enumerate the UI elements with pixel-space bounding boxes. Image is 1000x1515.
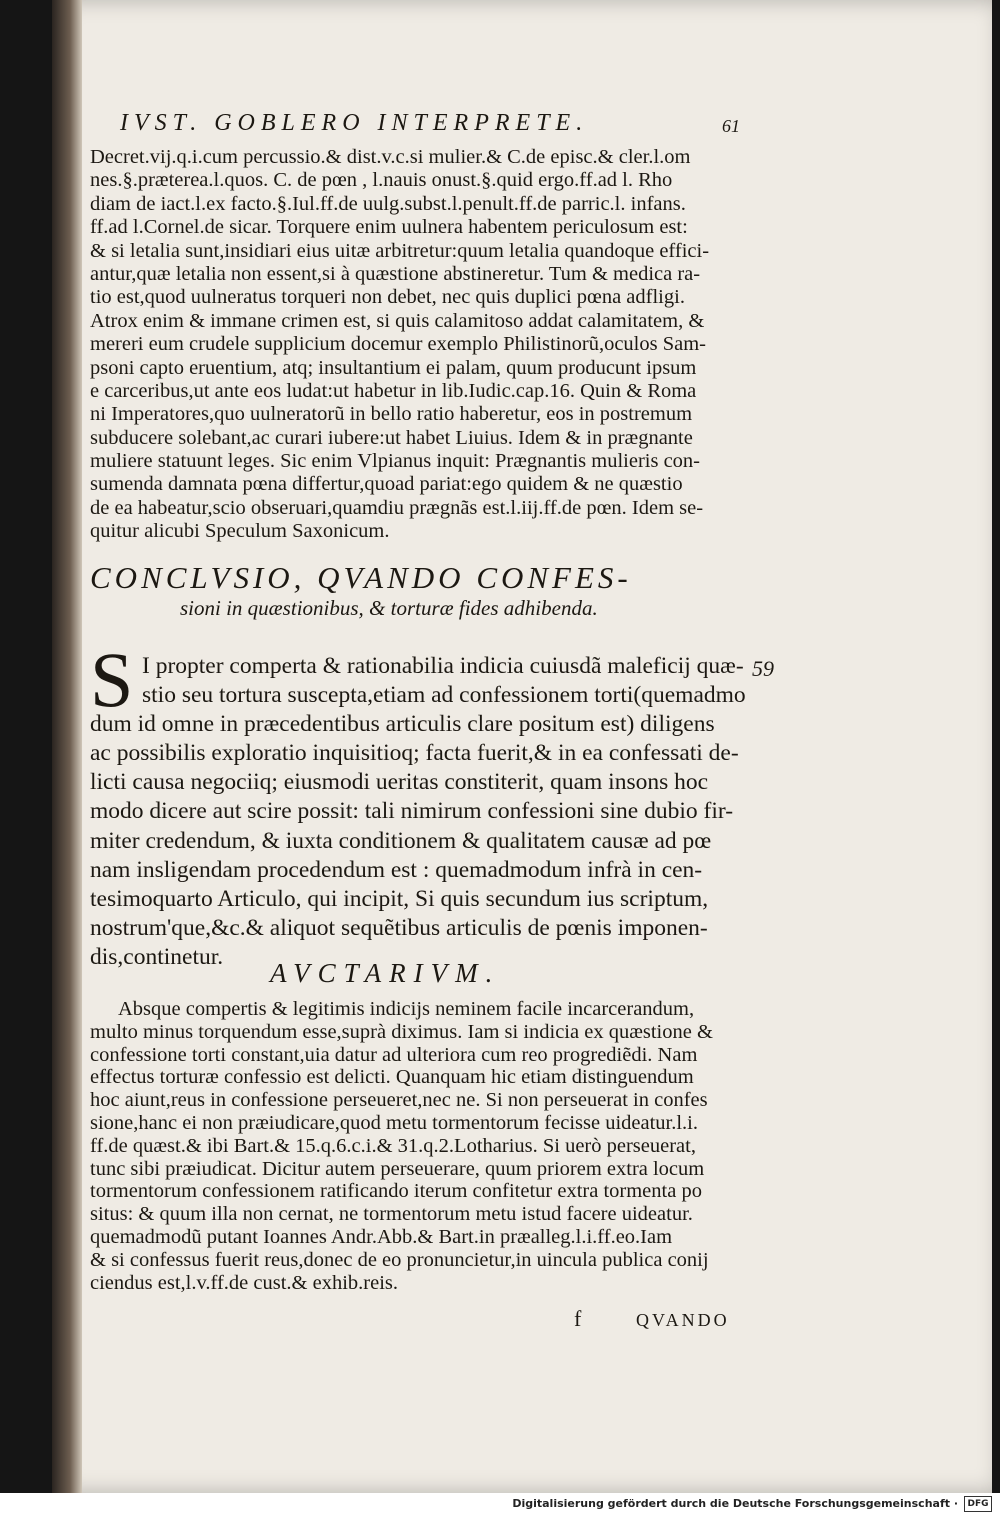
text-line: & si letalia sunt,insidiari eius uitæ arbitretur:quum letalia quandoque effici- [90, 239, 710, 262]
text-line: Decret.vij.q.i.cum percussio.& dist.v.c.si mulier.& C.de episc.& cler.l.om [90, 146, 691, 168]
text-line: psoni capto eruentium, atq; insultantium ei palam, quum producunt ipsum [90, 356, 697, 379]
text-line: nes.§.præterea.l.quos. C. de pœn , l.nauis onust.§.quid ergo.ff.ad l. Rho [90, 169, 673, 192]
text-line: quitur alicubi Speculum Saxonicum. [90, 520, 390, 543]
paragraph-2 [90, 652, 750, 972]
footer-bar [0, 1493, 1000, 1515]
text-line: ac possibilis exploratio inquisitioq; facta fuerit,& in ea confessati de- [90, 740, 739, 767]
text-line: dis,continetur. [90, 943, 224, 970]
text-line: stio seu tortura suscepta,etiam ad confessionem torti(quemadmo [142, 682, 746, 709]
text-line: quemadmodũ putant Ioannes Andr.Abb.& Bart.in præalleg.l.i.ff.eo.Iam [90, 1225, 673, 1248]
margin-article-number: 59 [752, 656, 774, 681]
text-line: de ea habeatur,scio obseruari,quamdiu prægnãs est.l.iij.ff.de pœn. Idem se- [90, 496, 704, 519]
text-line: licti causa negociiq; eiusmodi ueritas constiterit, quam insons hoc [90, 769, 709, 796]
text-line: multo minus torquendum esse,suprà diximus. Iam si indicia ex quæstione & [90, 1020, 713, 1043]
text-line: tesimoquarto Articulo, qui incipit, Si quis secundum ius scriptum, [90, 885, 709, 912]
text-line: situs: & quum illa non cernat, ne tormentorum metu istud facere uideatur. [90, 1203, 693, 1226]
text-line: confessione torti constant,uia datur ad ulteriora cum reo progrediẽdi. Nam [90, 1043, 698, 1066]
text-line: modo dicere aut scire possit: tali nimirum confessioni sine dubio fir- [90, 798, 734, 825]
text-line: e carceribus,ut ante eos ludat:ut habetur in lib.Iudic.cap.16. Quin & Roma [90, 379, 697, 402]
text-line: tormentorum confessionem ratificando iterum confitetur extra tormenta po [90, 1180, 702, 1203]
text-line: sione,hanc ei non præiudicare,quod metu tormentorum fecisse uideatur.l.i. [90, 1111, 699, 1134]
dfg-logo[interactable]: DFG [964, 1496, 992, 1512]
text-line: Absque compertis & legitimis indicijs neminem facile incarcerandum, [118, 998, 695, 1020]
text-line: tunc sibi præiudicat. Dicitur autem perseuerare, quum priorem extra locum [90, 1157, 705, 1180]
text-line: antur,quæ letalia non essent,si à quæstione abstineretur. Tum & medica ra- [90, 262, 701, 285]
text-line: mereri eum crudele supplicium docemur exemplo Philistinorũ,oculos Sam- [90, 333, 707, 356]
section-heading-continued: sioni in quæstionibus, & torturæ fides adhibenda. [180, 596, 598, 620]
text-line: dum id omne in præcedentibus articulis clare positum est) diligens [90, 711, 715, 738]
text-line: ni Imperatores,quo uulneratorũ in bello ratio haberetur, eos in postremum [90, 403, 693, 426]
folio-number: 61 [722, 116, 740, 136]
paragraph-1 [90, 146, 740, 544]
drop-cap: S [90, 636, 134, 723]
text-line: ff.ad l.Cornel.de sicar. Torquere enim uulnera habentem periculosum est: [90, 216, 688, 239]
text-line: hoc aiunt,reus in confessione perseueret,nec ne. Si non perseuerat in confes [90, 1089, 708, 1112]
text-line: ff.de quæst.& ibi Bart.& 15.q.6.c.i.& 31.q.2.Lotharius. Si uerò perseuerat, [90, 1134, 696, 1157]
running-head: IVST. GOBLERO INTERPRETE. [120, 110, 589, 136]
text-line: I propter comperta & rationabilia indicia cuiusdã maleficij quæ- [142, 653, 744, 679]
text-line: ciendus est,l.v.ff.de cust.& exhib.reis. [90, 1271, 399, 1294]
text-line: diam de iact.l.ex facto.§.Iul.ff.de uulg.subst.l.penult.ff.de parric.l. infans. [90, 192, 686, 215]
section-heading: CONCLVSIO, QVANDO CONFES- [90, 560, 632, 595]
text-line: effectus torturæ confessio est delicti. Quanquam hic etiam distinguendum [90, 1066, 694, 1089]
text-line: subducere solebant,ac curari iubere:ut habet Liuius. Idem & in prægnante [90, 426, 693, 449]
text-line: & si confessus fuerit reus,donec de eo pronuncietur,in uincula publica conij [90, 1248, 709, 1271]
text-line: miter credendum, & iuxta conditionem & qualitatem causæ ad pœ [90, 827, 712, 854]
text-line: nostrum'que,&c.& aliquot sequẽtibus articulis de pœnis imponen- [90, 914, 708, 941]
text-line: tio est,quod uulneratus torqueri non debet, nec quis duplici pœna adfligi. [90, 286, 685, 309]
paragraph-3 [90, 998, 750, 1294]
signature-mark: f [574, 1306, 582, 1331]
text-line: nam insligendam procedendum est : quemadmodum infrà in cen- [90, 856, 703, 883]
catchword: QVANDO [636, 1310, 730, 1330]
text-line: muliere statuunt leges. Sic enim Vlpianus inquit: Prægnantis mulieris con- [90, 450, 700, 473]
page-gutter [52, 0, 82, 1493]
text-line: Atrox enim & immane crimen est, si quis calamitoso addat calamitatem, & [90, 309, 705, 332]
funding-notice: Digitalisierung gefördert durch die Deutsche Forschungsgemeinschaft · [512, 1497, 958, 1510]
auctarium-heading: AVCTARIVM. [270, 958, 501, 988]
text-line: sumenda damnata pœna differtur,quoad pariat:ego quidem & ne quæstio [90, 473, 683, 496]
